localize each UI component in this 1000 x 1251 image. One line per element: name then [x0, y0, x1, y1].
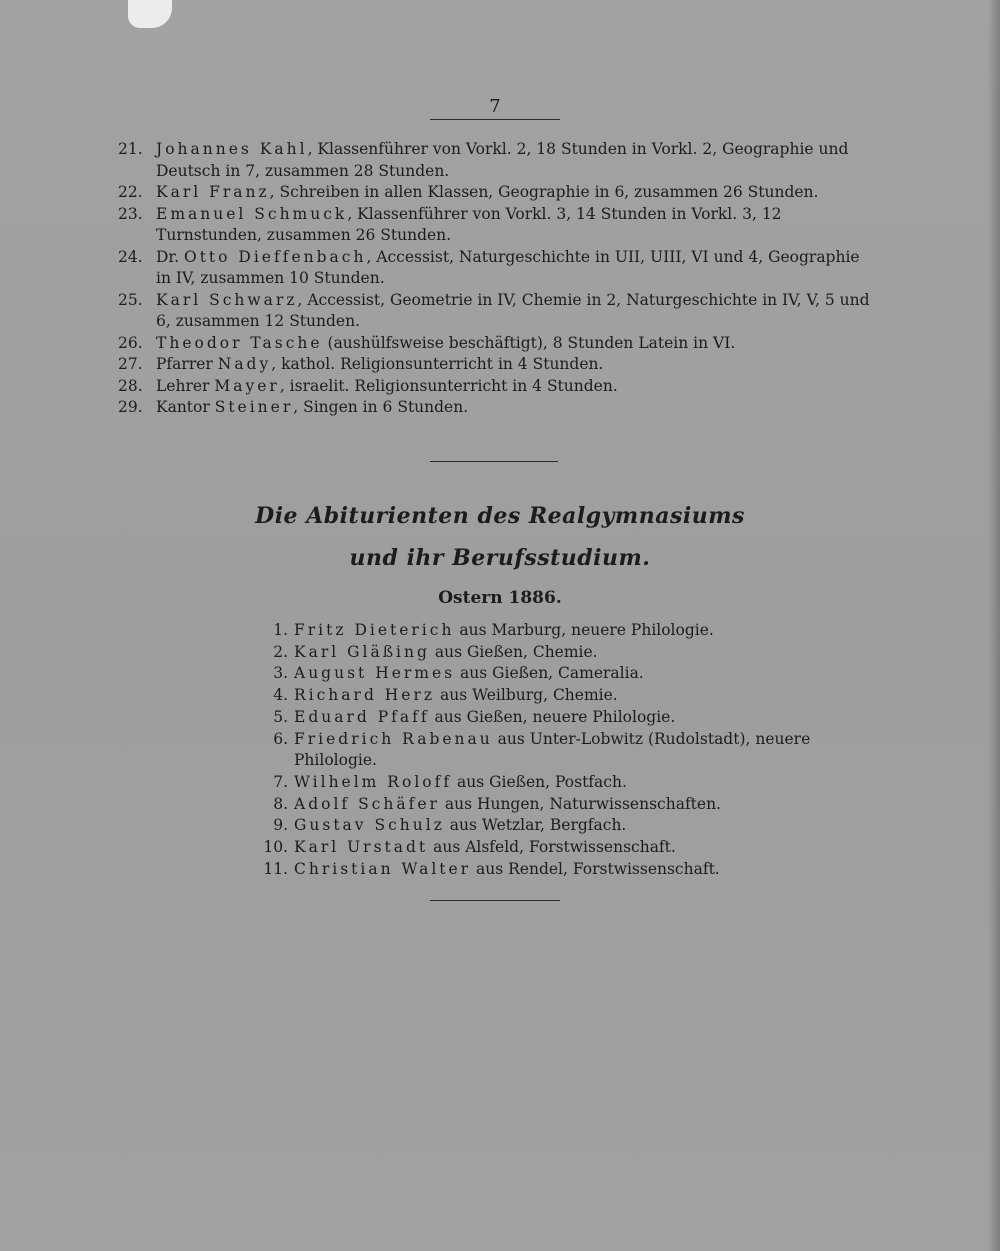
teacher-duties: , kathol. Religionsunterricht in 4 Stunden. [271, 355, 604, 373]
graduate-details: aus Gießen, neuere Philologie. [429, 707, 676, 726]
teacher-title: Lehrer [156, 376, 215, 395]
staff-entry [118, 354, 870, 376]
page-number: 7 [489, 96, 501, 117]
graduate-details: aus Gießen, Postfach. [452, 772, 627, 791]
graduate-details: aus Unter-Lobwitz (Rudolstadt), neuere Philologie. [294, 729, 811, 770]
teacher-name: Karl Franz [156, 183, 270, 201]
graduate-details: aus Hungen, Naturwissenschaften. [439, 794, 721, 813]
section-heading: Die Abiturienten des Realgymnasiums [255, 503, 745, 529]
entry-number: 22. [118, 183, 143, 201]
entry-number: 8. [273, 794, 288, 813]
staff-entry [118, 333, 870, 355]
teacher-title: Pfarrer [156, 355, 218, 373]
section-divider [430, 900, 560, 901]
entry-number: 7. [273, 772, 288, 791]
graduate-name: Richard Herz [294, 686, 436, 705]
teacher-duties: , israelit. Religionsunterricht in 4 Stunden. [279, 376, 618, 395]
teacher-name: Theodor Tasche [156, 333, 323, 352]
entry-number: 2. [273, 642, 288, 661]
staff-entry [118, 139, 870, 182]
graduate-name: Adolf Schäfer [294, 794, 440, 813]
staff-entry [118, 376, 870, 398]
graduate-entry [250, 663, 870, 685]
graduate-name: Gustav Schulz [294, 816, 445, 835]
graduate-entry [250, 772, 870, 794]
graduate-details: aus Gießen, Cameralia. [455, 664, 644, 683]
graduate-name: August Hermes [294, 664, 456, 683]
teacher-title: Dr. [156, 247, 184, 266]
staff-entry [118, 182, 870, 204]
teacher-name: Emanuel Schmuck [156, 204, 348, 223]
section-subheading: Ostern 1886. [438, 588, 562, 608]
staff-list [118, 139, 870, 419]
graduate-entry [250, 642, 870, 664]
section-heading-line2: und ihr Berufsstudium. [349, 545, 651, 571]
teacher-name: Johannes Kahl [156, 140, 308, 158]
entry-number: 1. [273, 621, 288, 639]
teacher-duties: , Klassenführer von Vorkl. 3, 14 Stunden in Vorkl. 3, 12 Turnstunden, zusammen 26 Stunden. [156, 204, 782, 244]
section-divider [430, 461, 558, 462]
teacher-title: Kantor [156, 398, 215, 416]
entry-number: 25. [118, 290, 143, 309]
page-number-rule [430, 119, 560, 120]
entry-number: 11. [263, 859, 288, 878]
graduate-entry [250, 794, 870, 816]
entry-number: 28. [118, 376, 143, 395]
graduate-name: Christian Walter [294, 859, 472, 878]
staff-entry [118, 204, 870, 247]
graduates-list [250, 620, 870, 880]
teacher-duties: , Klassenführer von Vorkl. 2, 18 Stunden in Vorkl. 2, Geographie und Deutsch in 7, zusammen 28 Stunden. [156, 140, 849, 180]
entry-number: 27. [118, 355, 143, 373]
teacher-duties: (aushülfsweise beschäftigt), 8 Stunden Latein in VI. [322, 333, 736, 352]
entry-number: 9. [273, 816, 288, 835]
staff-entry [118, 290, 870, 333]
graduate-details: aus Weilburg, Chemie. [435, 686, 618, 705]
teacher-name: Karl Schwarz [156, 290, 298, 309]
entry-number: 10. [263, 838, 288, 857]
graduate-details: aus Alsfeld, Forstwissenschaft. [428, 838, 676, 857]
graduate-details: aus Rendel, Forstwissenschaft. [471, 859, 720, 878]
graduate-entry [250, 685, 870, 707]
graduate-entry [250, 815, 870, 837]
teacher-name: Mayer [214, 376, 280, 395]
graduate-details: aus Gießen, Chemie. [429, 642, 598, 661]
staff-entry [118, 247, 870, 290]
teacher-name: Nady [217, 355, 272, 373]
graduate-name: Karl Urstadt [294, 838, 429, 857]
graduate-name: Eduard Pfaff [294, 707, 430, 726]
teacher-duties: , Singen in 6 Stunden. [293, 398, 469, 416]
page-edge-shadow [988, 0, 1000, 1251]
graduate-entry [250, 837, 870, 859]
entry-number: 26. [118, 333, 143, 352]
entry-number: 3. [273, 664, 288, 683]
graduate-entry [250, 707, 870, 729]
torn-corner [128, 0, 172, 28]
graduate-name: Fritz Dieterich [294, 621, 455, 639]
graduate-entry [250, 620, 870, 642]
entry-number: 5. [273, 707, 288, 726]
graduate-name: Friedrich Rabenau [294, 729, 493, 748]
entry-number: 29. [118, 398, 143, 416]
graduate-name: Wilhelm Roloff [294, 772, 453, 791]
entry-number: 24. [118, 247, 143, 266]
teacher-duties: , Accessist, Naturgeschichte in UII, UIII, VI und 4, Geographie in IV, zusammen 10 Stunden. [156, 247, 860, 287]
graduate-name: Karl Gläßing [294, 642, 430, 661]
entry-number: 6. [273, 729, 288, 748]
graduate-entry [250, 729, 870, 772]
entry-number: 4. [273, 686, 288, 705]
graduate-details: aus Marburg, neuere Philologie. [454, 621, 714, 639]
teacher-name: Steiner [214, 398, 294, 416]
graduate-details: aus Wetzlar, Bergfach. [444, 816, 627, 835]
staff-entry [118, 397, 870, 419]
teacher-duties: , Accessist, Geometrie in IV, Chemie in 2, Naturgeschichte in IV, V, 5 und 6, zusammen 12 Stunden. [156, 290, 870, 330]
teacher-name: Otto Dieffenbach [184, 247, 367, 266]
entry-number: 23. [118, 204, 143, 223]
graduate-entry [250, 859, 870, 881]
entry-number: 21. [118, 140, 143, 158]
teacher-duties: , Schreiben in allen Klassen, Geographie in 6, zusammen 26 Stunden. [269, 183, 819, 201]
